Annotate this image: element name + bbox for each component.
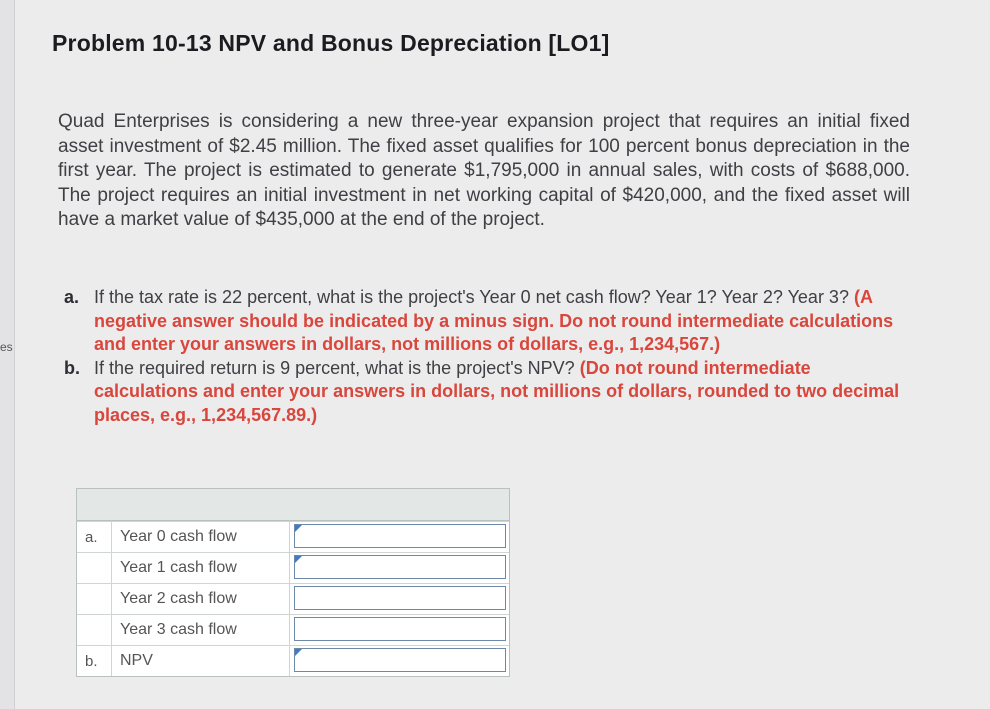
question-a bbox=[64, 286, 904, 357]
year2-cash-flow-input[interactable] bbox=[294, 586, 506, 610]
questions-list bbox=[64, 286, 904, 427]
row-letter bbox=[77, 615, 111, 645]
question-text: If the tax rate is 22 percent, what is the project's Year 0 net cash flow? Year 1? Year 2? Year 3? bbox=[94, 287, 849, 307]
table-row bbox=[77, 552, 509, 583]
question-letter: a. bbox=[64, 287, 80, 307]
question-note: (A negative answer should be indicated by a minus sign. Do not round intermediate calculations and enter your answers in dollars, not millions of dollars, e.g., 1,234,567.) bbox=[94, 287, 894, 354]
input-cell bbox=[289, 522, 509, 552]
row-letter: b. bbox=[85, 653, 98, 670]
table-row bbox=[77, 645, 509, 676]
row-label: Year 3 cash flow bbox=[111, 615, 289, 645]
problem-title: Problem 10-13 NPV and Bonus Depreciation [LO1] bbox=[52, 30, 610, 56]
question-body bbox=[94, 357, 904, 428]
npv-input[interactable] bbox=[294, 648, 506, 672]
question-body bbox=[94, 286, 904, 357]
hint-flag-icon bbox=[295, 525, 302, 532]
row-letter: a. bbox=[85, 529, 98, 546]
input-cell bbox=[289, 553, 509, 583]
row-letter bbox=[77, 584, 111, 614]
row-letter bbox=[77, 553, 111, 583]
table-row bbox=[77, 614, 509, 645]
table-header bbox=[77, 489, 509, 521]
row-label: Year 1 cash flow bbox=[111, 553, 289, 583]
question-letter: b. bbox=[64, 357, 80, 378]
hint-flag-icon bbox=[295, 556, 302, 563]
input-cell bbox=[289, 615, 509, 645]
year1-cash-flow-input[interactable] bbox=[294, 555, 506, 579]
input-cell bbox=[289, 646, 509, 676]
input-cell bbox=[289, 584, 509, 614]
edge-label: es bbox=[0, 340, 13, 354]
table-row bbox=[77, 583, 509, 614]
table-row bbox=[77, 521, 509, 552]
question-text: If the required return is 9 percent, what is the project's NPV? bbox=[94, 357, 575, 378]
question-b bbox=[64, 357, 904, 428]
row-label: NPV bbox=[111, 646, 289, 676]
year0-cash-flow-input[interactable] bbox=[294, 524, 506, 548]
left-panel-edge bbox=[0, 0, 15, 709]
question-note: (Do not round intermediate calculations and enter your answers in dollars, not millions of dollars, rounded to two decimal places, e.g., 1,234,567.89.) bbox=[94, 357, 900, 425]
year3-cash-flow-input[interactable] bbox=[294, 617, 506, 641]
answer-table bbox=[76, 488, 510, 677]
row-label: Year 0 cash flow bbox=[111, 522, 289, 552]
row-label: Year 2 cash flow bbox=[111, 584, 289, 614]
problem-statement: Quad Enterprises is considering a new three-year expansion project that requires an initial fixed asset investment of $2.45 million. The fixed asset qualifies for 100 percent bonus depreciation in the first year. The project is estimated to generate $1,795,000 in annual sales, with costs of $688,000. The project requires an initial investment in net working capital of $420,000, and the fixed asset will have a market value of $435,000 at the end of the project. bbox=[58, 111, 910, 230]
hint-flag-icon bbox=[295, 649, 302, 656]
